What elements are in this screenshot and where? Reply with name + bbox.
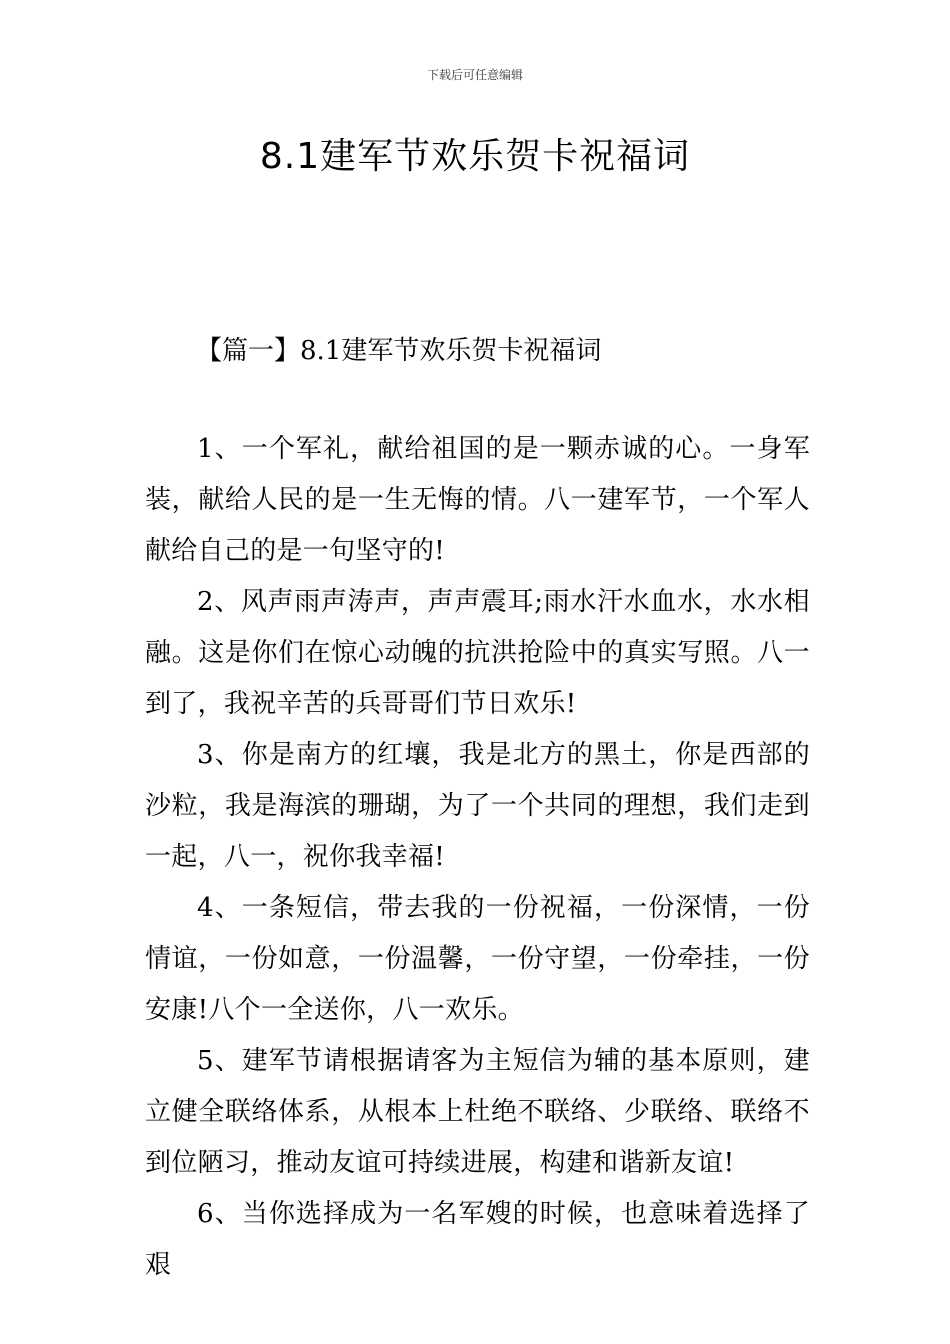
document-body — [145, 424, 810, 1291]
paragraph: 1、一个军礼，献给祖国的是一颗赤诚的心。一身军装，献给人民的是一生无悔的情。八一建军节，一个军人献给自己的是一句坚守的! — [145, 434, 810, 566]
paragraph: 5、建军节请根据请客为主短信为辅的基本原则，建立健全联络体系，从根本上杜绝不联络、少联络、联络不到位陋习，推动友谊可持续进展，构建和谐新友谊! — [145, 1046, 810, 1178]
document-title: 8.1建军节欢乐贺卡祝福词 — [259, 136, 691, 177]
paragraph: 4、一条短信，带去我的一份祝福，一份深情，一份情谊，一份如意，一份温馨，一份守望，一份牵挂，一份安康!八个一全送你，八一欢乐。 — [145, 893, 810, 1025]
paragraph: 6、当你选择成为一名军嫂的时候，也意味着选择了艰 — [145, 1199, 810, 1280]
section-heading: 【篇一】8.1建军节欢乐贺卡祝福词 — [196, 336, 602, 366]
header-note: 下载后可任意编辑 — [426, 68, 523, 82]
paragraph: 3、你是南方的红壤，我是北方的黑土，你是西部的沙粒，我是海滨的珊瑚，为了一个共同的理想，我们走到一起，八一，祝你我幸福! — [145, 740, 810, 872]
paragraph: 2、风声雨声涛声，声声震耳;雨水汗水血水，水水相融。这是你们在惊心动魄的抗洪抢险中的真实写照。八一到了，我祝辛苦的兵哥哥们节日欢乐! — [145, 587, 810, 719]
